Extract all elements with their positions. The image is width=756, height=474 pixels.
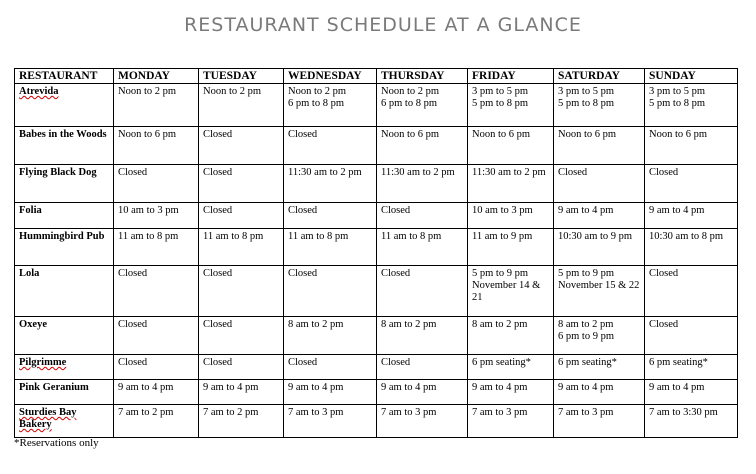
hours-text: 8 am to 2 pm [472,319,528,330]
hours-text: Noon to 2 pm [288,86,347,97]
restaurant-name-cell [15,203,114,229]
hours-text: 11:30 am to 2 pm [288,167,362,178]
table-row [15,127,738,165]
hours-cell [377,355,468,380]
hours-cell [468,165,554,203]
hours-text: 9 am to 4 pm [649,382,705,393]
hours-cell [554,203,645,229]
hours-cell [554,127,645,165]
hours-cell [199,165,284,203]
restaurant-name-cell [15,165,114,203]
hours-text: Closed [649,167,679,178]
hours-cell [554,317,645,355]
hours-text: 3 pm to 5 pm [649,86,706,97]
hours-text: 11 am to 8 pm [381,231,442,242]
restaurant-name: Flying Black Dog [19,167,97,178]
restaurant-name-cell [15,317,114,355]
hours-cell [114,380,199,405]
restaurant-name: Atrevida [19,86,59,97]
hours-cell [377,84,468,127]
hours-text: 11 am to 8 pm [118,231,179,242]
hours-cell [114,127,199,165]
hours-text: 6 pm to 8 pm [381,98,438,109]
hours-text: 7 am to 3 pm [381,407,437,418]
hours-cell [377,317,468,355]
table-row [15,380,738,405]
hours-text: 5 pm to 8 pm [472,98,529,109]
hours-cell [284,405,377,438]
hours-text: Closed [118,167,148,178]
hours-cell [199,203,284,229]
hours-cell [468,203,554,229]
hours-cell [468,266,554,317]
table-row [15,405,738,438]
hours-text: 11 am to 8 pm [288,231,349,242]
hours-cell [284,355,377,380]
hours-cell [199,355,284,380]
hours-cell [114,165,199,203]
hours-cell [377,266,468,317]
hours-text: Closed [118,319,148,330]
hours-cell [554,165,645,203]
hours-text: 10 am to 3 pm [118,205,179,216]
hours-text: 11 am to 8 pm [203,231,264,242]
hours-cell [468,355,554,380]
hours-text: Closed [288,357,318,368]
hours-text: 9 am to 4 pm [558,382,614,393]
hours-text: 9 am to 4 pm [288,382,344,393]
hours-text: 9 am to 4 pm [381,382,437,393]
restaurant-name: Babes in the Woods [19,129,107,140]
hours-text: 7 am to 2 pm [118,407,174,418]
restaurant-name-cell [15,127,114,165]
hours-cell [377,127,468,165]
column-header-monday: MONDAY [114,69,199,84]
hours-cell [284,266,377,317]
hours-text: 10:30 am to 8 pm [649,231,724,242]
page-title: RESTAURANT SCHEDULE AT A GLANCE [184,14,582,36]
hours-text: 9 am to 4 pm [118,382,174,393]
hours-cell [554,405,645,438]
hours-cell [468,317,554,355]
hours-cell [199,127,284,165]
hours-text: Closed [203,205,233,216]
hours-cell [284,127,377,165]
hours-cell [284,229,377,266]
hours-cell [114,84,199,127]
restaurant-name: Oxeye [19,319,47,330]
hours-text: Closed [288,205,318,216]
hours-cell [554,355,645,380]
hours-text: Noon to 2 pm [381,86,440,97]
hours-cell [645,84,738,127]
hours-text: Closed [649,268,679,279]
restaurant-name: Folia [19,205,42,216]
column-header-thursday: THURSDAY [377,69,468,84]
hours-text: Noon to 6 pm [472,129,531,140]
hours-cell [114,405,199,438]
hours-text: Closed [381,357,411,368]
hours-cell [377,229,468,266]
hours-text: Noon to 6 pm [381,129,440,140]
hours-cell [284,203,377,229]
hours-cell [645,317,738,355]
hours-cell [645,405,738,438]
hours-text: 6 pm seating* [558,357,617,368]
hours-cell [114,266,199,317]
header-row [15,69,738,84]
hours-text: Closed [381,268,411,279]
hours-text: 10 am to 3 pm [472,205,533,216]
hours-text: Noon to 6 pm [649,129,708,140]
hours-cell [114,355,199,380]
hours-text: 7 am to 3 pm [288,407,344,418]
table-row [15,203,738,229]
hours-cell [554,266,645,317]
hours-cell [199,405,284,438]
hours-cell [554,84,645,127]
hours-text: 5 pm to 8 pm [558,98,615,109]
restaurant-name-cell [15,405,114,438]
hours-text: 11:30 am to 2 pm [472,167,546,178]
hours-text: 11:30 am to 2 pm [381,167,455,178]
hours-cell [284,84,377,127]
hours-text: Closed [118,268,148,279]
footnote: *Reservations only [14,437,99,449]
restaurant-name-cell [15,355,114,380]
hours-text: 8 am to 2 pm [288,319,344,330]
hours-cell [645,203,738,229]
hours-cell [114,317,199,355]
hours-text: 3 pm to 5 pm [558,86,615,97]
hours-cell [645,165,738,203]
hours-text: 5 pm to 9 pm November 14 & 21 [472,268,541,303]
hours-text: 7 am to 3:30 pm [649,407,718,418]
restaurant-name: Pilgrimme [19,357,67,368]
hours-cell [377,165,468,203]
column-header-restaurant: RESTAURANT [15,69,114,84]
hours-cell [645,380,738,405]
table-row [15,84,738,127]
hours-cell [468,84,554,127]
column-header-wednesday: WEDNESDAY [284,69,377,84]
hours-text: Noon to 2 pm [118,86,177,97]
hours-cell [468,229,554,266]
hours-cell [645,229,738,266]
hours-text: 9 am to 4 pm [558,205,614,216]
hours-text: Closed [203,268,233,279]
restaurant-name-cell [15,266,114,317]
hours-text: Closed [381,205,411,216]
hours-cell [645,127,738,165]
table-row [15,266,738,317]
hours-text: Closed [118,357,148,368]
table-body [15,84,738,438]
hours-text: 9 am to 4 pm [649,205,705,216]
restaurant-name: Lola [19,268,40,279]
hours-text: Closed [288,268,318,279]
hours-cell [554,380,645,405]
hours-cell [645,266,738,317]
hours-text: 9 am to 4 pm [472,382,528,393]
hours-cell [377,203,468,229]
hours-text: Closed [203,167,233,178]
hours-cell [645,355,738,380]
hours-text: 6 pm seating* [649,357,708,368]
hours-text: Closed [288,129,318,140]
hours-cell [284,380,377,405]
hours-text: 6 pm seating* [472,357,531,368]
hours-text: 7 am to 2 pm [203,407,259,418]
restaurant-name: Pink Geranium [19,382,89,393]
hours-cell [284,165,377,203]
hours-text: 10:30 am to 9 pm [558,231,633,242]
hours-text: 8 am to 2 pm [381,319,437,330]
hours-cell [199,380,284,405]
hours-cell [114,203,199,229]
hours-text: Noon to 6 pm [118,129,177,140]
hours-cell [114,229,199,266]
table-row [15,317,738,355]
hours-text: 6 pm to 9 pm [558,331,615,342]
hours-text: 7 am to 3 pm [472,407,528,418]
restaurant-name-cell [15,380,114,405]
hours-text: 5 pm to 8 pm [649,98,706,109]
schedule-table [14,68,738,438]
hours-text: 9 am to 4 pm [203,382,259,393]
hours-cell [468,380,554,405]
hours-text: 11 am to 9 pm [472,231,533,242]
hours-text: 5 pm to 9 pm November 15 & 22 [558,268,640,291]
hours-text: Closed [649,319,679,330]
table-row [15,229,738,266]
restaurant-name-cell [15,84,114,127]
hours-text: 7 am to 3 pm [558,407,614,418]
hours-text: Closed [203,319,233,330]
hours-cell [377,405,468,438]
hours-text: 6 pm to 8 pm [288,98,345,109]
hours-text: Closed [203,129,233,140]
hours-text: Closed [203,357,233,368]
restaurant-name: Sturdies Bay Bakery [19,407,77,430]
hours-cell [554,229,645,266]
hours-text: 3 pm to 5 pm [472,86,529,97]
hours-text: Closed [558,167,588,178]
hours-cell [284,317,377,355]
hours-cell [199,229,284,266]
restaurant-name: Hummingbird Pub [19,231,105,242]
hours-cell [199,266,284,317]
hours-cell [377,380,468,405]
hours-cell [468,127,554,165]
column-header-saturday: SATURDAY [554,69,645,84]
column-header-friday: FRIDAY [468,69,554,84]
hours-cell [468,405,554,438]
hours-text: Noon to 6 pm [558,129,617,140]
hours-cell [199,84,284,127]
column-header-tuesday: TUESDAY [199,69,284,84]
restaurant-name-cell [15,229,114,266]
hours-text: 8 am to 2 pm [558,319,614,330]
column-header-sunday: SUNDAY [645,69,738,84]
hours-cell [199,317,284,355]
hours-text: Noon to 2 pm [203,86,262,97]
table-row [15,165,738,203]
table-row [15,355,738,380]
